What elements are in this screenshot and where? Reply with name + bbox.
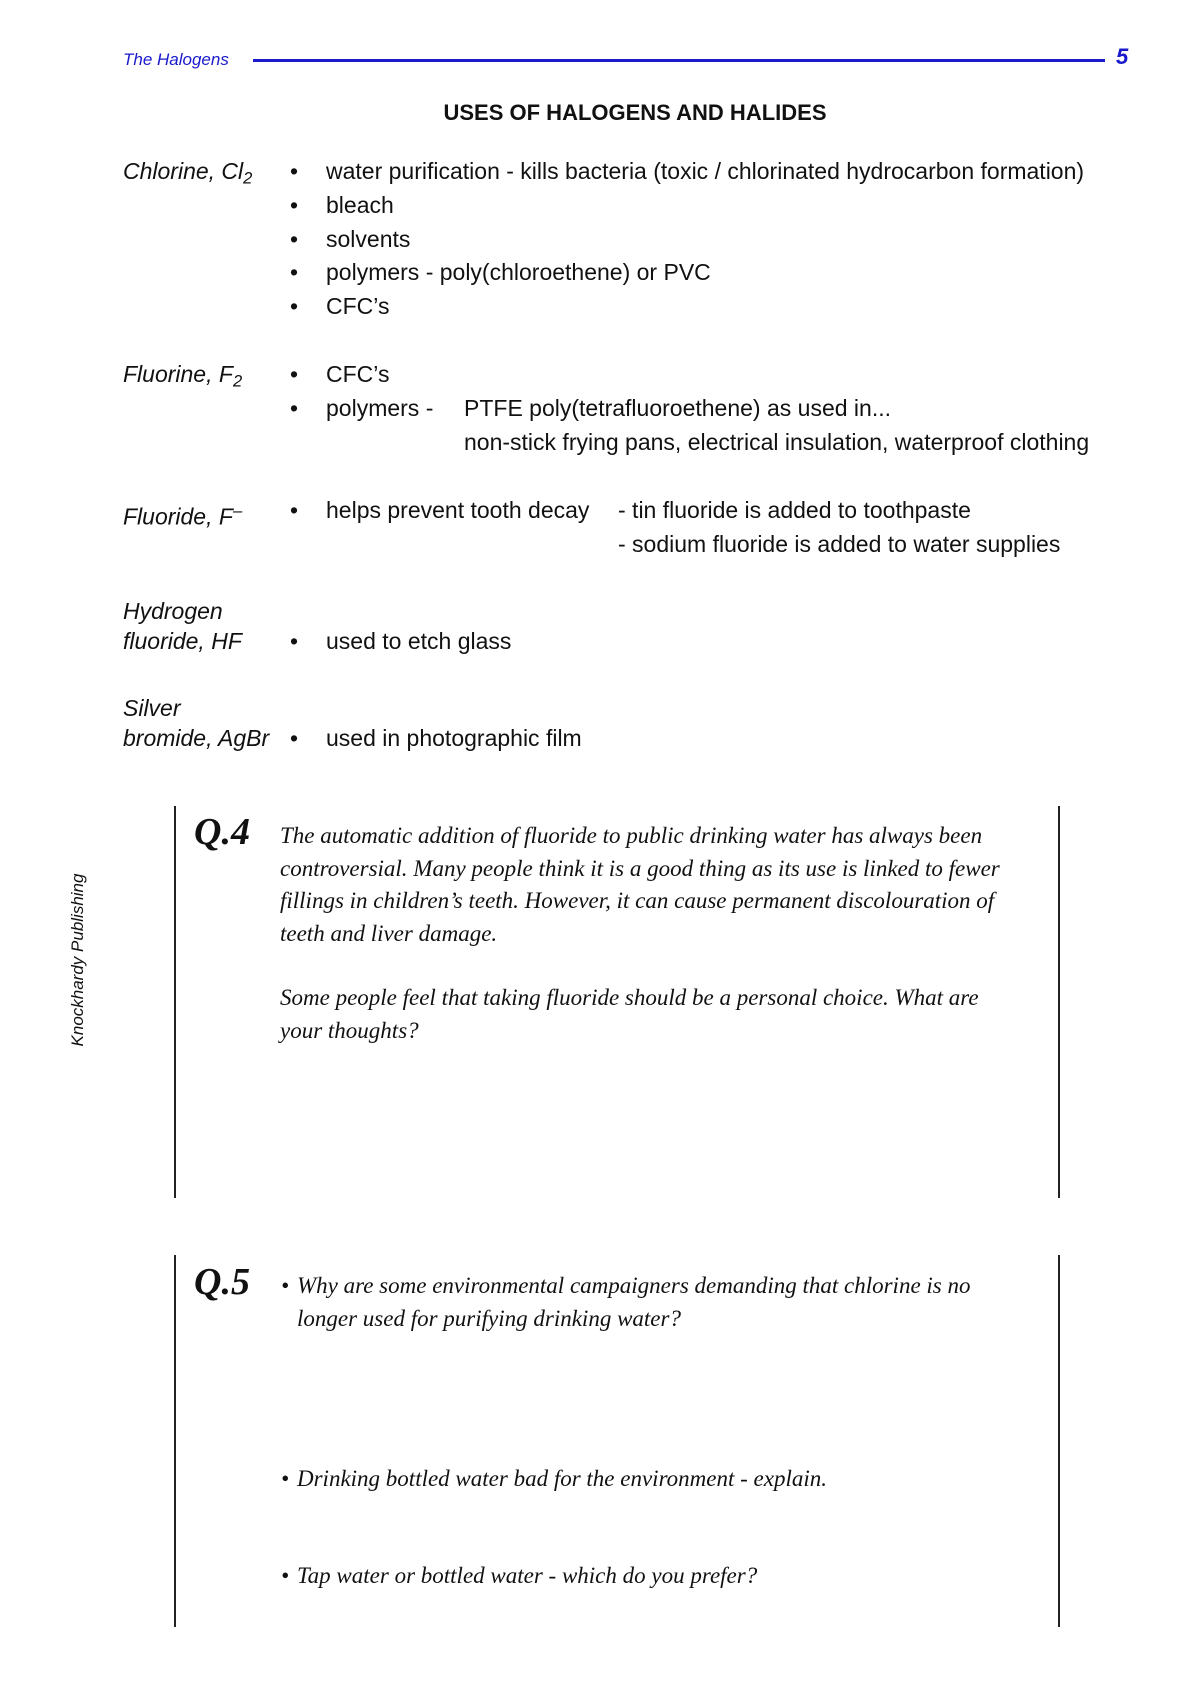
q5-right-border	[1058, 1255, 1060, 1627]
bullet: •	[290, 259, 299, 285]
section-heading: USES OF HALOGENS AND HALIDES	[443, 100, 827, 125]
chlorine-use-1: water purification - kills bacteria (toxic / chlorinated hydrocarbon formation)	[326, 158, 1085, 184]
q4-number: Q.4	[194, 811, 250, 853]
fluorine-use-2-line-1: PTFE poly(tetrafluoroethene) as used in...	[464, 395, 891, 421]
bullet: •	[290, 395, 299, 421]
bullet: •	[281, 1563, 290, 1588]
fluorine-use-2-prefix: polymers -	[326, 395, 434, 421]
bullet: •	[290, 226, 299, 252]
chlorine-use-4: polymers - poly(chloroethene) or PVC	[326, 259, 711, 285]
q4-paragraph-1	[280, 820, 1000, 950]
hf-use: used to etch glass	[326, 628, 512, 654]
fluorine-use-2-line-2: non-stick frying pans, electrical insulation, waterproof clothing	[464, 429, 1090, 455]
bullet: •	[290, 725, 299, 751]
bullet: •	[290, 293, 299, 319]
chlorine-label: Chlorine, $Cl_2$	[123, 158, 253, 188]
q4-p2-line: your thoughts?	[280, 1017, 419, 1043]
fluorine-use-1: CFC’s	[326, 361, 390, 387]
fluoride-detail-2: - sodium fluoride is added to water supplies	[618, 531, 1061, 557]
bullet: •	[290, 192, 299, 218]
bullet: •	[281, 1273, 290, 1298]
agbr-label-line-1: Silver	[123, 695, 181, 721]
q4-p1-line: teeth and liver damage.	[280, 920, 498, 946]
q4-paragraph-2	[280, 982, 979, 1047]
q5-left-border	[174, 1255, 176, 1627]
running-header-title: The Halogens	[123, 50, 229, 69]
q4-left-border	[174, 806, 176, 1198]
q5-question-1	[297, 1270, 971, 1335]
agbr-label-line-2: bromide, AgBr	[123, 725, 270, 751]
fluoride-use: helps prevent tooth decay	[326, 497, 590, 523]
chlorine-use-5: CFC’s	[326, 293, 390, 319]
fluoride-detail-1: - tin fluoride is added to toothpaste	[618, 497, 971, 523]
bullet: •	[281, 1466, 290, 1491]
q4-p2-line: Some people feel that taking fluoride should be a personal choice. What are	[280, 985, 979, 1010]
fluoride-label: Fluoride, F–	[123, 501, 243, 530]
chlorine-use-2: bleach	[326, 192, 394, 218]
q5-question-3: Tap water or bottled water - which do you prefer?	[297, 1563, 758, 1588]
q4-p1-line: controversial. Many people think it is a good thing as its use is linked to fewer	[280, 855, 1000, 881]
bullet: •	[290, 497, 299, 523]
agbr-use: used in photographic film	[326, 725, 582, 751]
bullet: •	[290, 158, 299, 184]
q5-q1-line-1: Why are some environmental campaigners demanding that chlorine is no	[297, 1273, 971, 1298]
q4-p1-line: fillings in children’s teeth. However, it can cause permanent discolouration of	[280, 888, 995, 913]
bullet: •	[290, 628, 299, 654]
header-rule	[253, 59, 1105, 62]
fluorine-label: Fluorine, $F_2$	[123, 361, 243, 391]
hf-label-line-2: fluoride, HF	[123, 628, 242, 654]
q5-question-2: Drinking bottled water bad for the environment - explain.	[297, 1466, 827, 1491]
hf-label-line-1: Hydrogen	[123, 598, 223, 624]
q5-number: Q.5	[194, 1261, 250, 1303]
bullet: •	[290, 361, 299, 387]
page-number: 5	[1116, 44, 1129, 69]
q5-q1-line-2: longer used for purifying drinking water?	[297, 1305, 681, 1331]
q4-right-border	[1058, 806, 1060, 1198]
publisher-side-text: Knockhardy Publishing	[68, 873, 87, 1047]
q4-p1-line: The automatic addition of fluoride to public drinking water has always been	[280, 823, 983, 848]
chlorine-use-3: solvents	[326, 226, 411, 252]
